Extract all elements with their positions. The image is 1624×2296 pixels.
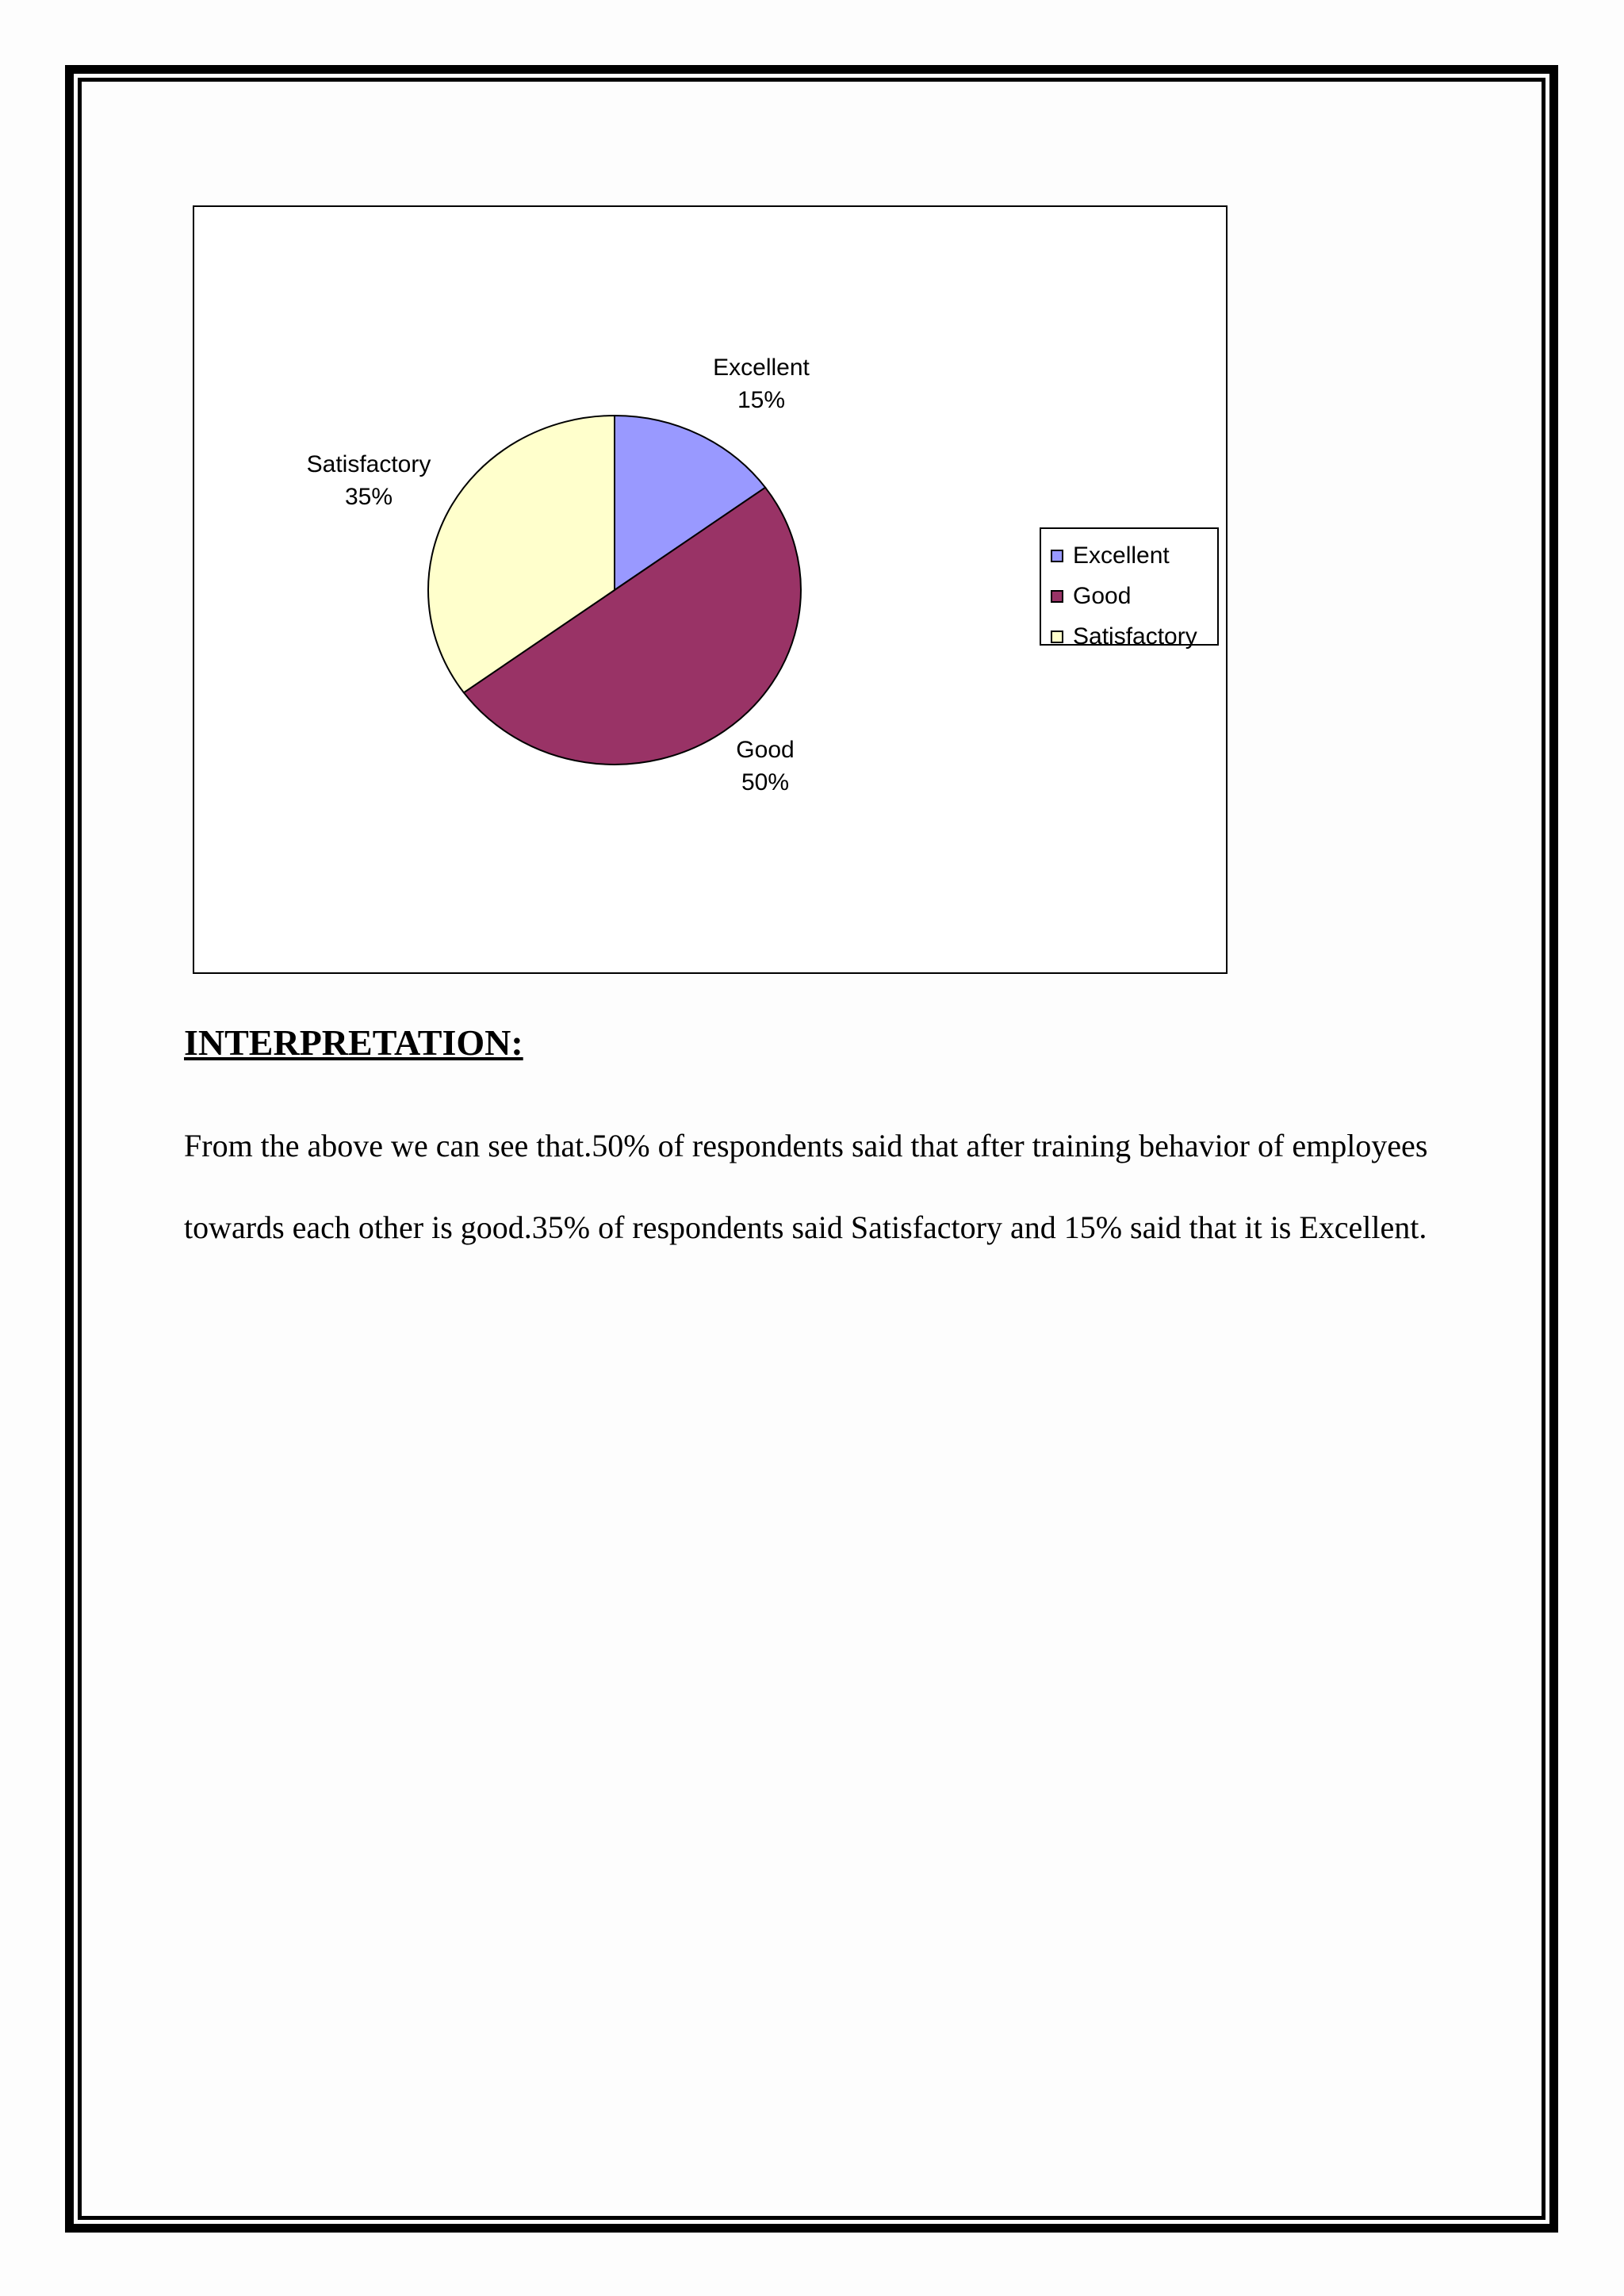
legend-item-excellent <box>1051 535 1217 576</box>
legend-swatch-satisfactory <box>1051 631 1063 643</box>
data-label-value-good: 50% <box>741 769 790 795</box>
legend-item-satisfactory <box>1051 616 1217 657</box>
chart-legend <box>1040 527 1219 650</box>
legend-swatch-excellent <box>1051 550 1063 562</box>
legend-swatch-good <box>1051 590 1063 603</box>
data-label-name-good: Good <box>736 737 795 763</box>
legend-item-good <box>1051 576 1217 616</box>
data-label-value-excellent: 15% <box>737 387 786 413</box>
legend-label-satisfactory: Satisfactory <box>1073 623 1197 650</box>
pie-chart <box>193 205 1228 974</box>
legend-label-excellent: Excellent <box>1073 542 1170 569</box>
data-label-name-excellent: Excellent <box>713 355 810 381</box>
interpretation-text: From the above we can see that.50% of respondents said that after training behavior of employees towards each other is good.35% of respondents said Satisfactory and 15% said that it is Excellent. <box>184 1128 1428 1245</box>
data-label-name-satisfactory: Satisfactory <box>306 451 431 477</box>
interpretation-heading: INTERPRETATION: <box>184 1022 523 1063</box>
legend-label-good: Good <box>1073 582 1132 609</box>
data-label-value-satisfactory: 35% <box>344 484 393 510</box>
